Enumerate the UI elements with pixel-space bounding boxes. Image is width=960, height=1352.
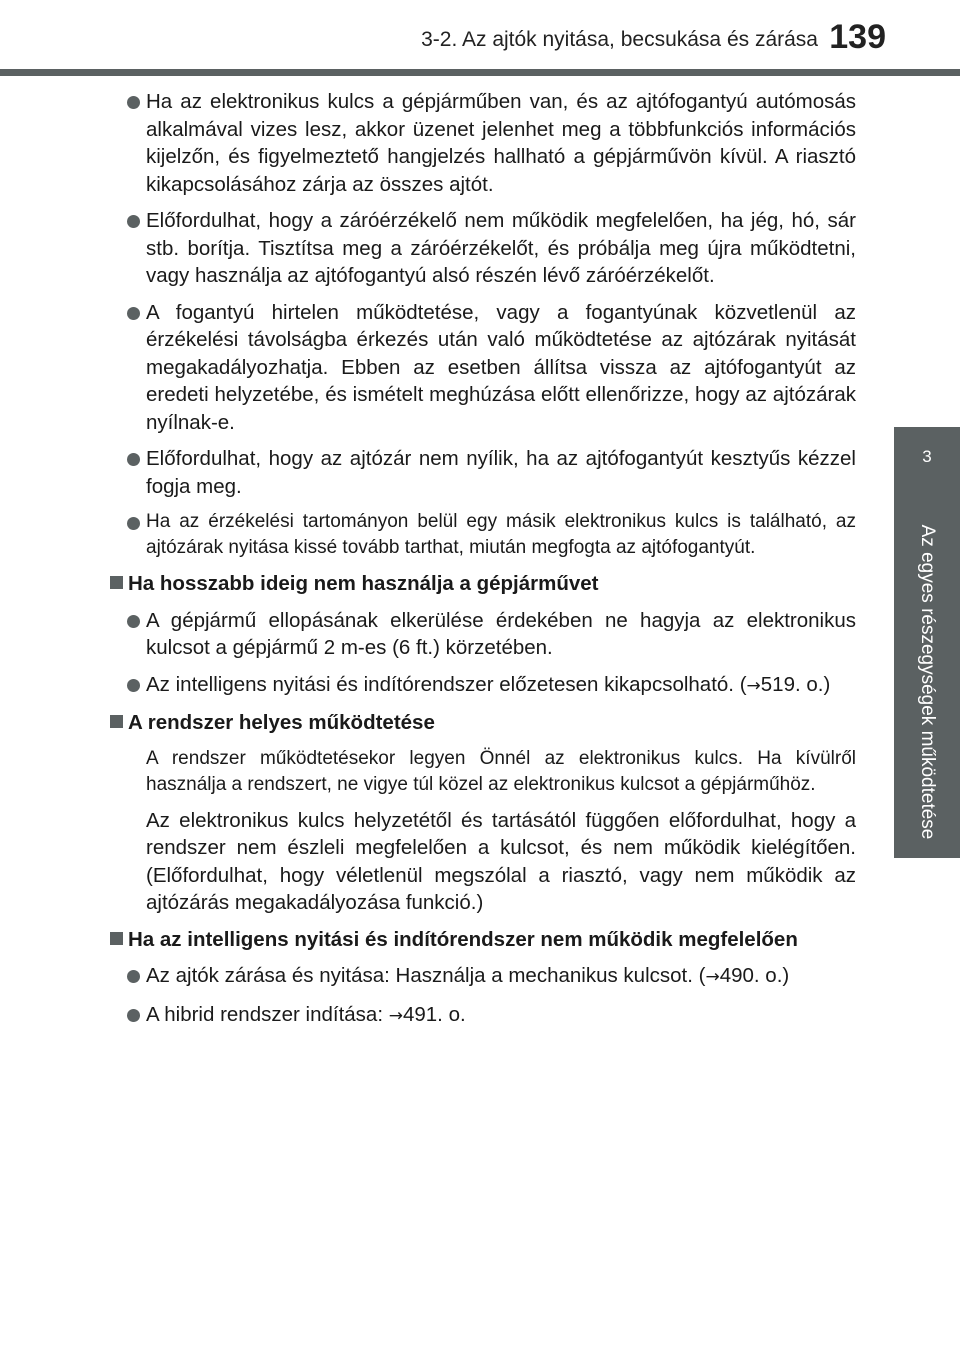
bullet-text: A gépjármű ellopásának elkerülése érdekében ne hagyja az elektronikus kulcsot a gépjármű 2 m-es (6 ft.) körzetében. [146, 608, 856, 659]
paragraph: Az elektronikus kulcs helyzetétől és tartásától függően előfordulhat, hogy a rendszer nem észleli megfelelően a kulcsot, és nem működik kielégítően. (Előfordulhat, hogy véletlenül megszólal a riasztó, vagy nem működik az ajtózárás megakadályozása funkció.) [146, 808, 856, 914]
page-reference-link[interactable]: 519. o.) [760, 672, 831, 696]
section-title: 3-2. Az ajtók nyitása, becsukása és zárása [421, 28, 818, 51]
bullet-icon [127, 453, 140, 466]
bullet-text: Ha az érzékelési tartományon belül egy másik elektronikus kulcs is található, az ajtózárak nyitása kissé tovább tarthat, miután megfogta az ajtófogantyút. [146, 511, 856, 558]
bullet-text: Előfordulhat, hogy az ajtózár nem nyílik, ha az ajtófogantyút kesztyűs kézzel fogja meg. [146, 447, 856, 498]
bullet-icon [127, 215, 140, 228]
arrow-icon: → [705, 967, 720, 987]
list-item [100, 671, 856, 701]
arrow-icon: → [388, 1005, 403, 1026]
heading-text: Ha hosszabb ideig nem használja a gépjárművet [128, 572, 599, 595]
arrow-icon: → [746, 675, 761, 696]
bullet-text: Az ajtók zárása és nyitása: Használja a mechanikus kulcsot. ( [146, 964, 706, 987]
list-item [100, 207, 856, 290]
header-rule [0, 69, 960, 76]
bullet-text: A hibrid rendszer indítása: [146, 1002, 389, 1026]
bullet-icon [127, 970, 140, 983]
chapter-title-box [894, 506, 960, 858]
page-number: 139 [829, 18, 886, 56]
page-reference-link[interactable]: 490. o.) [719, 964, 790, 987]
section-heading-long-absence [100, 570, 856, 598]
bullet-text: A fogantyú hirtelen működtetése, vagy a fogantyúnak közvetlenül az érzékelési távolságba érkezés után való működtetése az ajtózárak nyitását megakadályozhatja. Ebben az esetben állítsa vissza az ajtófogantyút az eredeti helyzetébe, és ismételt meghúzása előtt ellenőrizze, hogy az ajtózárak nyílnak-e. [146, 300, 856, 434]
list-item [100, 607, 856, 662]
page-content [100, 88, 856, 1039]
bullet-icon [127, 517, 140, 530]
bullet-icon [127, 679, 140, 692]
section-heading-malfunction [100, 926, 856, 954]
list-item [100, 509, 856, 561]
list-item [100, 299, 856, 437]
paragraph: A rendszer működtetésekor legyen Önnél az elektronikus kulcs. Ha kívülről használja a rendszert, ne vigye túl közel az elektronikus kulcsot a gépjárműhöz. [146, 747, 856, 795]
bullet-icon [127, 96, 140, 109]
heading-text: A rendszer helyes működtetése [128, 711, 435, 734]
chapter-number: 3 [894, 427, 960, 506]
list-item [100, 445, 856, 500]
list-item [100, 962, 856, 992]
page-header [0, 0, 960, 80]
list-item [100, 1001, 856, 1031]
square-bullet-icon [110, 576, 123, 589]
bullet-icon [127, 1009, 140, 1022]
section-heading-correct-operation [100, 709, 856, 737]
chapter-title: Az egyes részegységek működtetése [917, 524, 938, 840]
list-item [100, 88, 856, 198]
bullet-text: Az intelligens nyitási és indítórendszer előzetesen kikapcsolható. ( [146, 672, 747, 696]
page-reference-link[interactable]: 491. o. [402, 1002, 466, 1026]
heading-text: Ha az intelligens nyitási és indítórendszer nem működik megfelelően [128, 927, 798, 951]
chapter-side-tab [894, 76, 960, 1352]
square-bullet-icon [110, 932, 123, 945]
bullet-text: Ha az elektronikus kulcs a gépjárműben van, és az ajtófogantyú autómosás alkalmával vizes lesz, akkor üzenet jelenhet meg a többfunkciós információs kijelzőn, és figyelmeztető hangjelzés hallható a gépjárművön kívül. A riasztó kikapcsolásához zárja az összes ajtót. [146, 90, 856, 196]
bullet-text: Előfordulhat, hogy a záróérzékelő nem működik megfelelően, ha jég, hó, sár stb. borítja. Tisztítsa meg a záróérzékelőt, és próbálja meg újra működtetni, vagy használja az ajtófogantyú alsó részén lévő záróérzékelőt. [146, 209, 856, 287]
bullet-icon [127, 615, 140, 628]
bullet-icon [127, 307, 140, 320]
square-bullet-icon [110, 715, 123, 728]
